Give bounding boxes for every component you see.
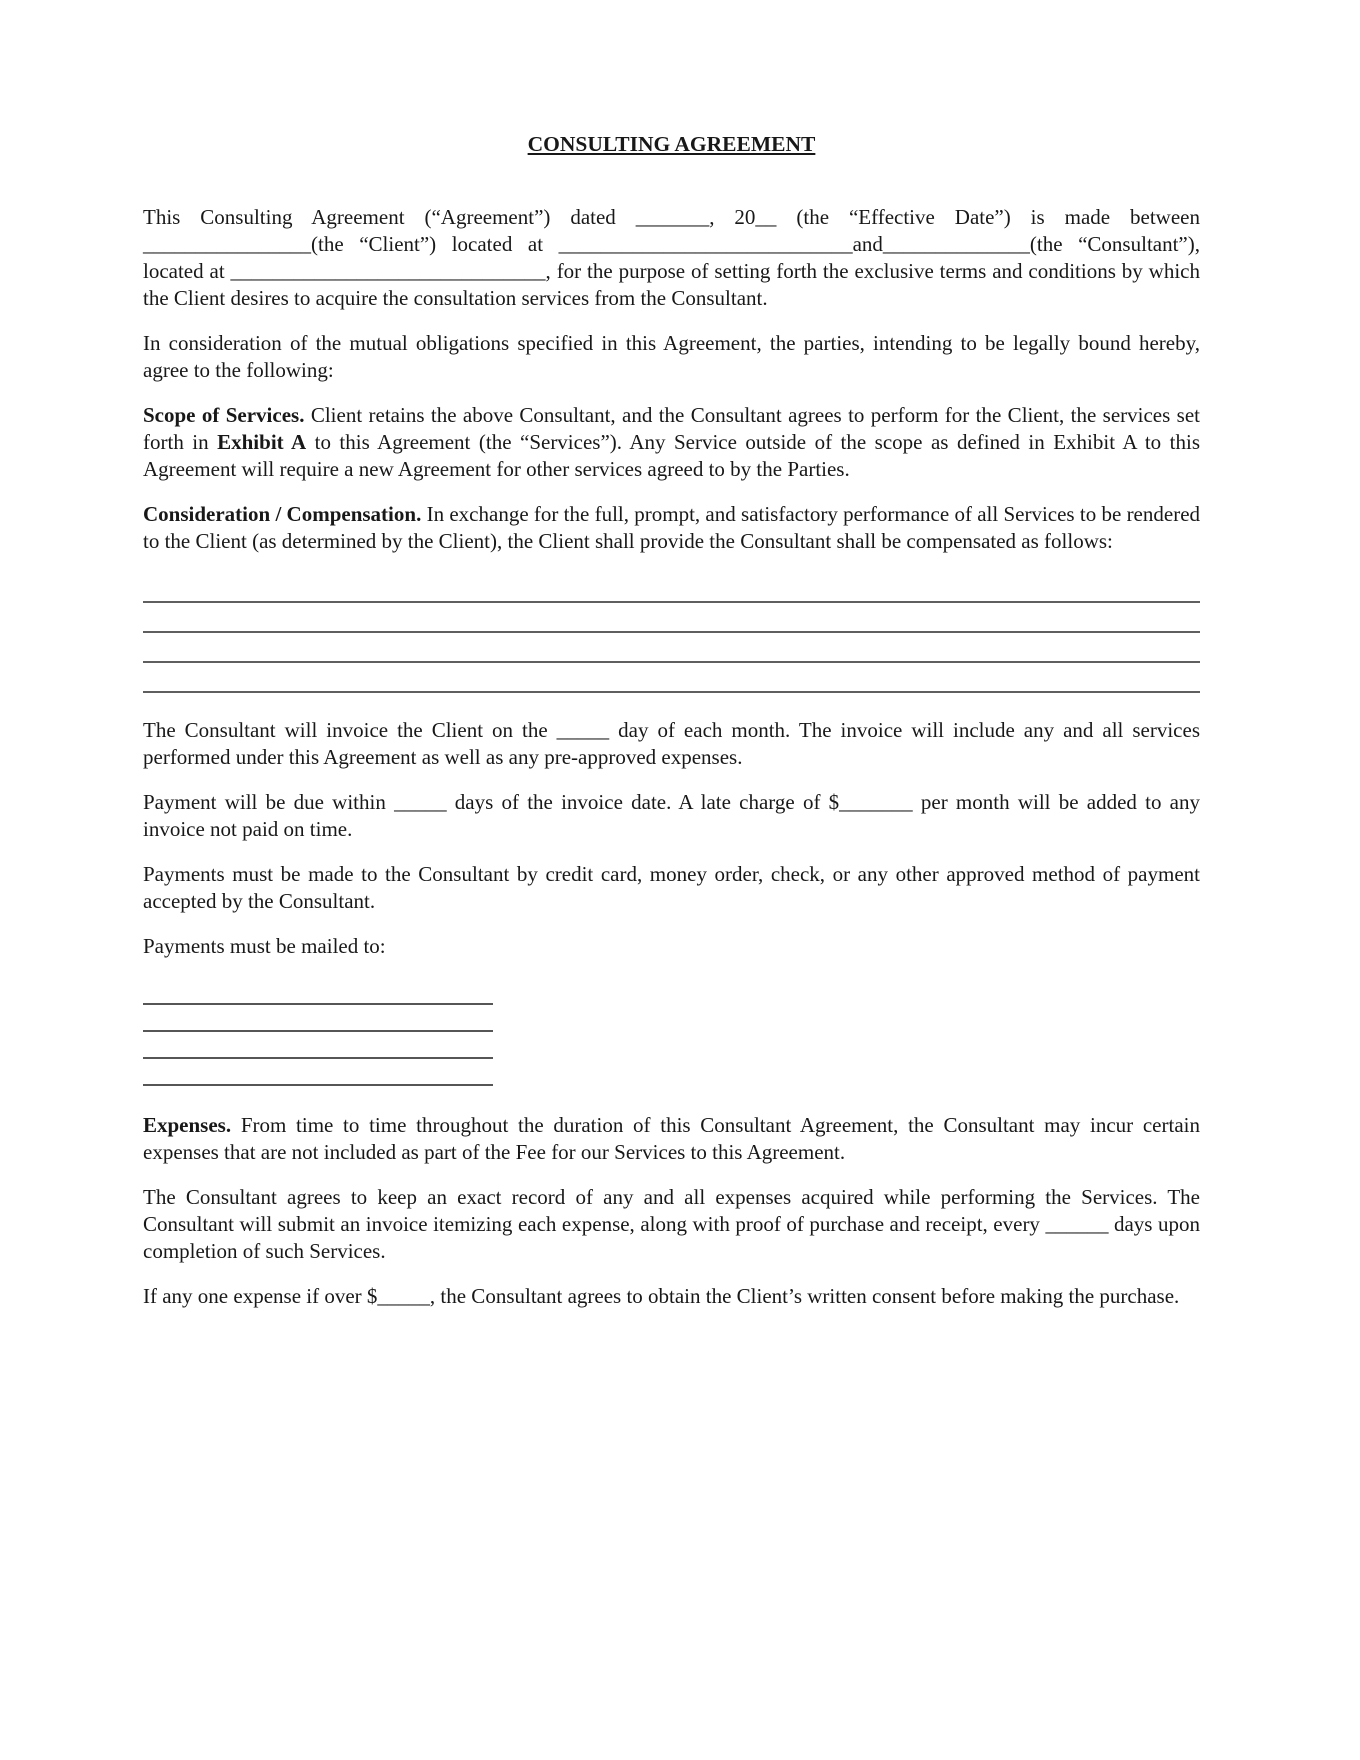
mailing-address-blank-line — [143, 1032, 493, 1059]
compensation-paragraph — [143, 501, 1200, 555]
scope-text-after-exhibit: to this Agreement (the “Services”). Any Service outside of the scope as defined in Exhibit A to this Agreement will require a new Agreement for other services agreed to by the Parties. — [143, 430, 1200, 481]
compensation-blank-line — [143, 663, 1200, 693]
compensation-blank-line — [143, 573, 1200, 603]
compensation-blank-lines — [143, 573, 1200, 693]
intro-paragraph: This Consulting Agreement (“Agreement”) dated _______, 20__ (the “Effective Date”) is made between ________________(the “Client”) located at ____________________________and______________(the “Consultant”), located at ______________________________, for the purpose of setting forth the exclusive terms and conditions by which the Client desires to acquire the consultation services from the Consultant. — [143, 205, 1200, 310]
invoice-paragraph: The Consultant will invoice the Client on the _____ day of each month. The invoice will include any and all services performed under this Agreement as well as any pre-approved expenses. — [143, 718, 1200, 769]
compensation-heading: Consideration / Compensation. — [143, 502, 422, 526]
expenses-heading: Expenses. — [143, 1113, 232, 1137]
scope-of-services-paragraph — [143, 402, 1200, 483]
payment-due-paragraph: Payment will be due within _____ days of the invoice date. A late charge of $_______ per month will be added to any invoice not paid on time. — [143, 790, 1200, 841]
expense-limit-paragraph: If any one expense if over $_____, the Consultant agrees to obtain the Client’s written consent before making the purchase. — [143, 1284, 1180, 1308]
mailing-address-blank-lines — [143, 978, 1200, 1086]
document-title: CONSULTING AGREEMENT — [527, 132, 816, 156]
mailing-address-blank-line — [143, 1005, 493, 1032]
compensation-blank-line — [143, 633, 1200, 663]
mailed-to-label: Payments must be mailed to: — [143, 934, 386, 958]
expense-records-paragraph: The Consultant agrees to keep an exact record of any and all expenses acquired while performing the Services. The Consultant will submit an invoice itemizing each expense, along with proof of purchase and receipt, every ______ days upon completion of such Services. — [143, 1185, 1200, 1263]
compensation-blank-line — [143, 603, 1200, 633]
exhibit-a-reference: Exhibit A — [217, 430, 307, 454]
mailing-address-blank-line — [143, 978, 493, 1005]
mutual-obligations-paragraph: In consideration of the mutual obligations specified in this Agreement, the parties, intending to be legally bound hereby, agree to the following: — [143, 331, 1200, 382]
scope-text-before-exhibit: Client retains the above Consultant, and the Consultant agrees to perform for the Client, the services set forth in — [143, 403, 1200, 454]
payment-method-paragraph: Payments must be made to the Consultant by credit card, money order, check, or any other approved method of payment accepted by the Consultant. — [143, 862, 1200, 913]
mailing-address-blank-line — [143, 1059, 493, 1086]
compensation-text: In exchange for the full, prompt, and satisfactory performance of all Services to be rendered to the Client (as determined by the Client), the Client shall provide the Consultant shall be compensated as follows: — [143, 502, 1201, 553]
scope-of-services-heading: Scope of Services. — [143, 403, 305, 427]
expenses-paragraph — [143, 1112, 1200, 1166]
expenses-text: From time to time throughout the duration of this Consultant Agreement, the Consultant may incur certain expenses that are not included as part of the Fee for our Services to this Agreement. — [143, 1113, 1200, 1164]
